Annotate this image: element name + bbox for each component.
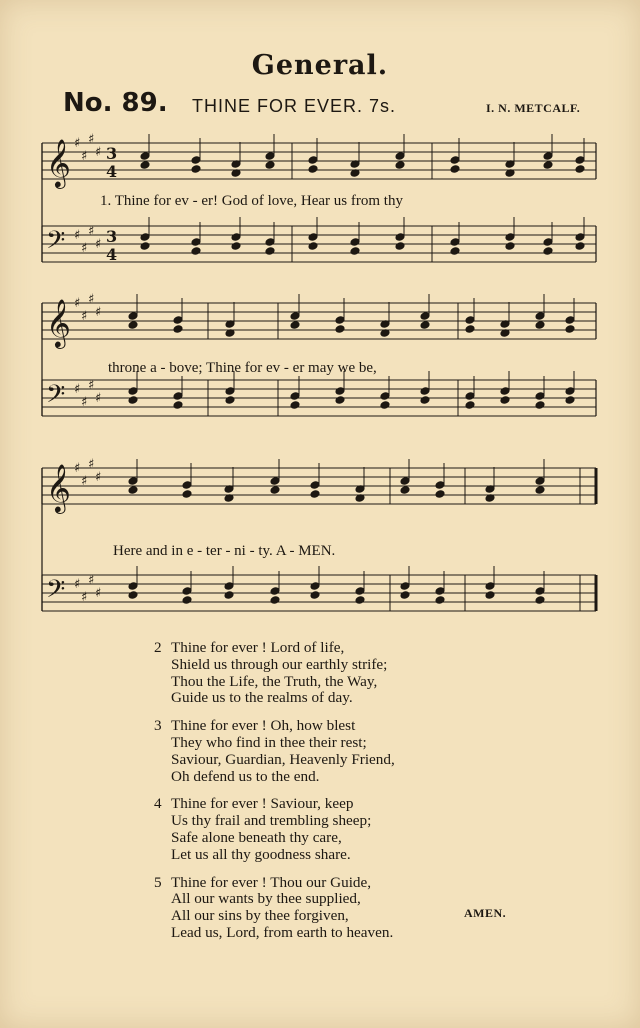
note-head	[400, 591, 410, 600]
note-head	[173, 325, 183, 334]
sharp-icon: ♯	[88, 132, 95, 147]
bass-clef-icon: 𝄢	[46, 575, 66, 610]
treble-clef-icon: 𝄞	[46, 298, 71, 347]
time-signature-top: 3	[106, 227, 118, 246]
sharp-icon: ♯	[95, 145, 102, 160]
note-head	[140, 242, 150, 251]
sharp-icon: ♯	[88, 378, 95, 393]
note-head	[465, 325, 475, 334]
lyric-line-1: 1. Thine for ev - er! God of love, Hear us from thy	[100, 193, 403, 209]
note-head	[500, 396, 510, 405]
note-head	[182, 490, 192, 499]
amen-final: AMEN.	[464, 906, 507, 920]
note-head	[400, 486, 410, 495]
note-head	[191, 247, 201, 256]
note-head	[565, 325, 575, 334]
note-head	[485, 591, 495, 600]
note-head	[535, 401, 545, 410]
note-head	[310, 490, 320, 499]
note-head	[140, 161, 150, 170]
treble-clef-icon: 𝄞	[46, 463, 71, 512]
note-head	[380, 401, 390, 410]
note-head	[543, 161, 553, 170]
note-head	[465, 401, 475, 410]
lyric-line-3: Here and in e - ter - ni - ty. A - MEN.	[113, 543, 336, 559]
note-head	[450, 247, 460, 256]
sharp-icon: ♯	[81, 474, 88, 489]
sharp-icon: ♯	[74, 136, 81, 151]
bass-clef-icon: 𝄢	[46, 380, 66, 415]
section-title: General.	[251, 50, 389, 81]
note-head	[543, 247, 553, 256]
verse-3: 3 Thine for ever ! Oh, how blest They who find in thee their rest; Saviour, Guardian, Heavenly Friend, Oh defend us to the end.	[154, 717, 395, 785]
sharp-icon: ♯	[88, 292, 95, 307]
verse-5: 5 Thine for ever ! Thou our Guide, All our wants by thee supplied, All our sins by thee forgiven, Lead us, Lord, from earth to heaven.	[154, 873, 394, 941]
note-head	[565, 396, 575, 405]
hymn-title: THINE FOR EVER. 7s.	[192, 96, 397, 116]
sharp-icon: ♯	[81, 395, 88, 410]
note-head	[310, 591, 320, 600]
note-head	[270, 596, 280, 605]
note-head	[191, 165, 201, 174]
note-head	[395, 242, 405, 251]
sharp-icon: ♯	[88, 457, 95, 472]
verses	[154, 640, 395, 953]
note-head	[128, 321, 138, 330]
note-head	[575, 242, 585, 251]
note-head	[535, 596, 545, 605]
time-signature-bottom: 4	[106, 245, 118, 264]
note-head	[308, 165, 318, 174]
note-head	[435, 490, 445, 499]
sharp-icon: ♯	[74, 461, 81, 476]
note-head	[350, 247, 360, 256]
note-head	[308, 242, 318, 251]
sharp-icon: ♯	[95, 586, 102, 601]
note-head	[575, 165, 585, 174]
note-head	[505, 242, 515, 251]
hymn-number: No. 89.	[63, 88, 168, 118]
sharp-icon: ♯	[74, 577, 81, 592]
note-head	[420, 321, 430, 330]
time-signature-top: 3	[106, 144, 118, 163]
sharp-icon: ♯	[88, 224, 95, 239]
note-head	[450, 165, 460, 174]
sharp-icon: ♯	[81, 590, 88, 605]
note-head	[173, 401, 183, 410]
sharp-icon: ♯	[95, 391, 102, 406]
sharp-icon: ♯	[81, 309, 88, 324]
sharp-icon: ♯	[95, 470, 102, 485]
treble-clef-icon: 𝄞	[46, 138, 71, 187]
note-head	[535, 486, 545, 495]
sharp-icon: ♯	[95, 305, 102, 320]
note-head	[355, 596, 365, 605]
note-head	[128, 591, 138, 600]
note-head	[265, 161, 275, 170]
sharp-icon: ♯	[74, 228, 81, 243]
note-head	[335, 396, 345, 405]
sharp-icon: ♯	[88, 573, 95, 588]
verse-4: 4 Thine for ever ! Saviour, keep Us thy frail and trembling sheep; Safe alone beneath thy care, Let us all thy goodness share.	[154, 795, 372, 863]
note-head	[535, 321, 545, 330]
note-head	[290, 321, 300, 330]
note-head	[335, 325, 345, 334]
bass-clef-icon: 𝄢	[46, 226, 66, 261]
note-head	[231, 242, 241, 251]
composer: I. N. METCALF.	[486, 101, 581, 115]
note-head	[270, 486, 280, 495]
sharp-icon: ♯	[81, 241, 88, 256]
note-head	[224, 591, 234, 600]
lyric-line-2: throne a - bove; Thine for ev - er may we be,	[108, 360, 377, 376]
sharp-icon: ♯	[74, 296, 81, 311]
verse-2: 2 Thine for ever ! Lord of life, Shield us through our earthly strife; Thou the Life, the Truth, the Way, Guide us to the realms of day.	[154, 639, 388, 707]
sharp-icon: ♯	[81, 149, 88, 164]
sharp-icon: ♯	[95, 237, 102, 252]
sharp-icon: ♯	[74, 382, 81, 397]
note-head	[420, 396, 430, 405]
note-head	[128, 396, 138, 405]
note-head	[395, 161, 405, 170]
time-signature-bottom: 4	[106, 162, 118, 181]
note-head	[128, 486, 138, 495]
note-head	[182, 596, 192, 605]
note-head	[225, 396, 235, 405]
note-head	[435, 596, 445, 605]
note-head	[265, 247, 275, 256]
note-head	[290, 401, 300, 410]
